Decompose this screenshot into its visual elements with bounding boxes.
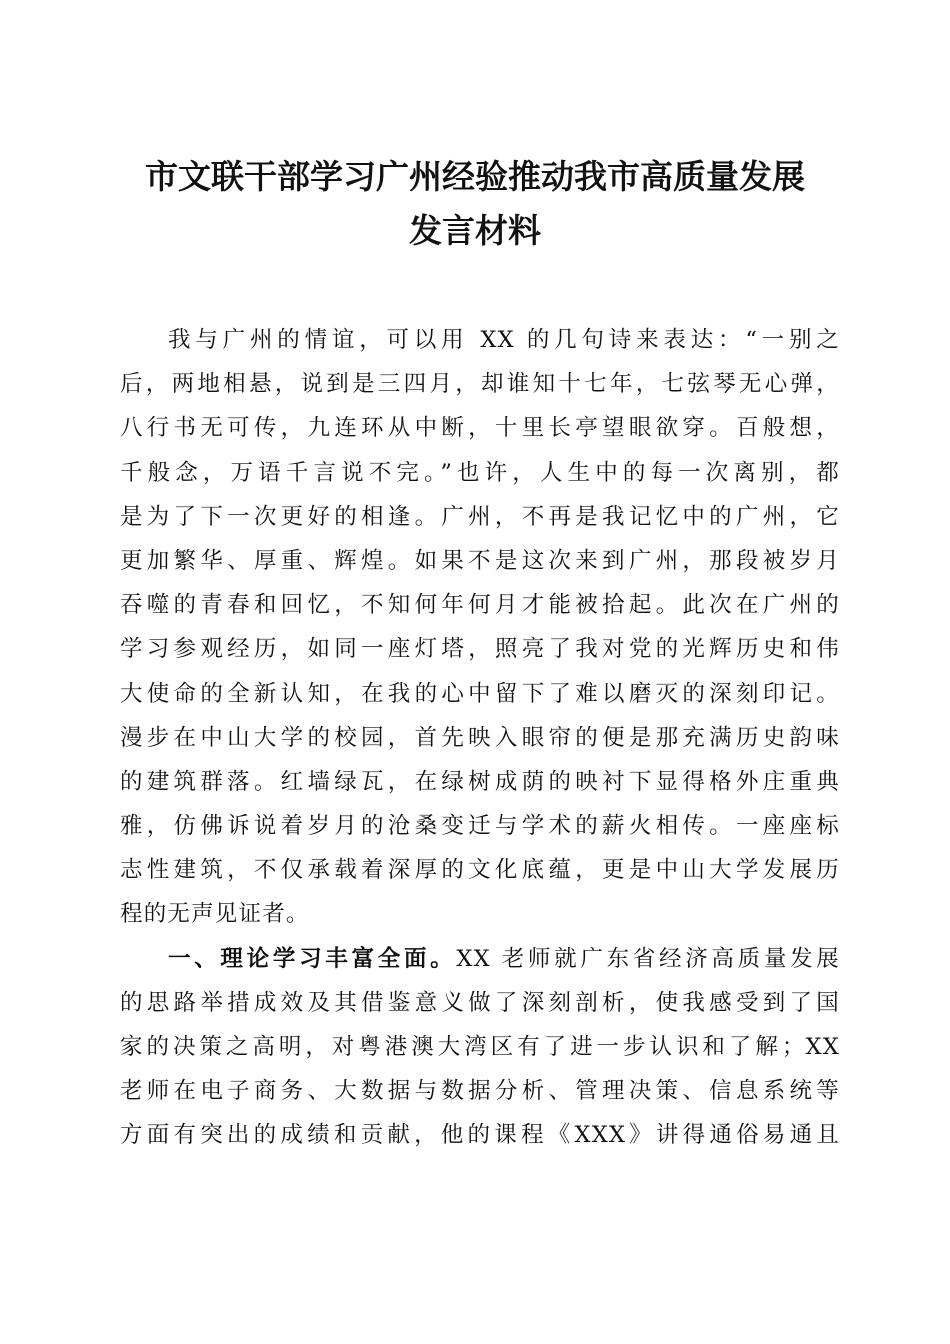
paragraph-line: 我与广州的情谊，可以用 XX 的几句诗来表达：“一别之 (168, 327, 840, 353)
document-title (100, 150, 850, 258)
paragraph-line: 八行书无可传，九连环从中断，十里长亭望眼欲穿。百般想， (120, 415, 840, 442)
document-body (120, 318, 840, 1158)
section-1-first-line-text: XX 老师就广东省经济高质量发展 (456, 945, 840, 972)
paragraph-line: 方面有突出的成绩和贡献，他的课程《XXX》讲得通俗易通且 (120, 1122, 840, 1149)
title-line: 发言材料 (409, 211, 541, 250)
section-1 (120, 937, 840, 1158)
paragraph-line: 千般念，万语千言说不完。”也许，人生中的每一次离别，都 (120, 459, 840, 486)
section-1-heading: 一、理论学习丰富全面。 (168, 945, 457, 972)
paragraph-line: 雅，仿佛诉说着岁月的沧桑变迁与学术的薪火相传。一座座标 (120, 813, 840, 840)
paragraph-line: 志性建筑，不仅承载着深厚的文化底蕴，更是中山大学发展历 (120, 857, 840, 884)
paragraph-line: 老师在电子商务、大数据与数据分析、管理决策、信息系统等 (120, 1078, 840, 1105)
paragraph-line: 家的决策之高明，对粤港澳大湾区有了进一步认识和了解；XX (120, 1034, 840, 1060)
paragraph-line: 程的无声见证者。 (120, 901, 310, 928)
paragraph-intro (120, 318, 840, 937)
paragraph-line: 更加繁华、厚重、辉煌。如果不是这次来到广州，那段被岁月 (120, 547, 840, 574)
section-1-first-line (120, 937, 840, 981)
paragraph-line: 学习参观经历，如同一座灯塔，照亮了我对党的光辉历史和伟 (120, 636, 840, 663)
paragraph-line: 大使命的全新认知，在我的心中留下了难以磨灭的深刻印记。 (120, 680, 840, 707)
title-line: 市文联干部学习广州经验推动我市高质量发展 (145, 157, 805, 196)
paragraph-line: 的思路举措成效及其借鉴意义做了深刻剖析，使我感受到了国 (120, 989, 840, 1016)
paragraph-line: 是为了下一次更好的相逢。广州，不再是我记忆中的广州，它 (120, 503, 840, 530)
paragraph-line: 后，两地相悬，说到是三四月，却谁知十七年，七弦琴无心弹， (120, 371, 840, 398)
paragraph-line: 漫步在中山大学的校园，首先映入眼帘的便是那充满历史韵味 (120, 724, 840, 751)
paragraph-line: 的建筑群落。红墙绿瓦，在绿树成荫的映衬下显得格外庄重典 (120, 768, 840, 795)
paragraph-line: 吞噬的青春和回忆，不知何年何月才能被拾起。此次在广州的 (120, 592, 840, 619)
